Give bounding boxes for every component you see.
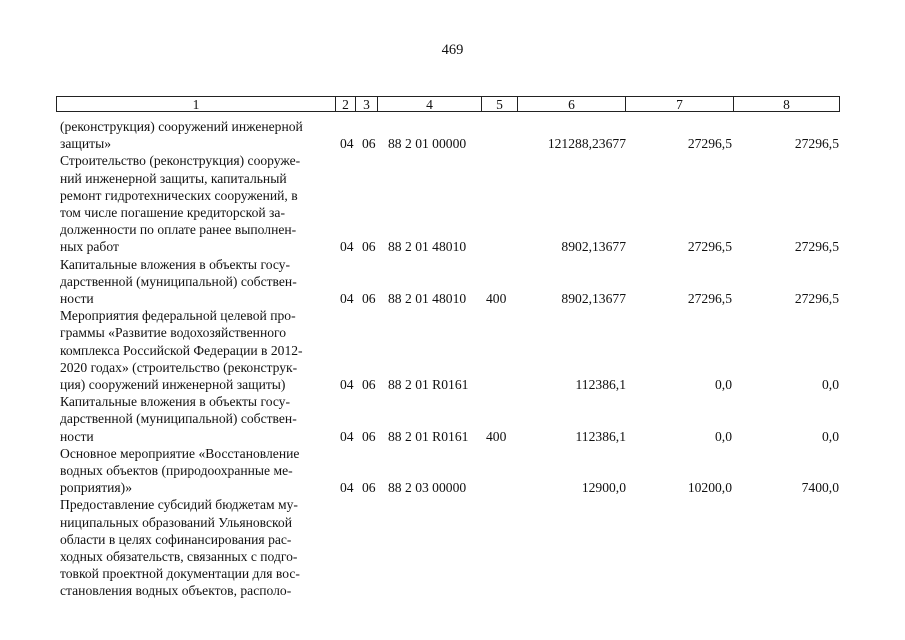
cell-col-3: 06	[362, 428, 376, 444]
description-line: ниципальных образований Ульяновской	[60, 514, 292, 530]
header-col-8: 8	[733, 97, 839, 111]
cell-col-6: 8902,13677	[561, 239, 626, 255]
cell-col-3: 06	[362, 480, 376, 496]
cell-col-8: 27296,5	[794, 291, 839, 306]
header-col-5: 5	[481, 97, 517, 111]
row-description	[60, 496, 332, 599]
row-description	[60, 393, 332, 445]
header-col-2: 2	[335, 97, 355, 111]
row-description	[60, 118, 332, 152]
row-description	[60, 256, 332, 308]
cell-col-2: 04	[340, 377, 354, 392]
row-description	[60, 445, 332, 497]
header-col-3: 3	[355, 97, 377, 111]
cell-col-6: 112386,1	[575, 428, 626, 444]
page-number: 469	[441, 42, 464, 58]
description-line: дарственной (муниципальной) собствен-	[60, 411, 297, 427]
row-description	[60, 152, 332, 255]
cell-col-7: 0,0	[715, 428, 732, 444]
description-line: ности	[60, 428, 94, 444]
cell-col-3: 06	[362, 291, 376, 306]
description-line: ний инженерной защиты, капитальный	[60, 170, 287, 186]
header-col-1: 1	[192, 97, 200, 112]
cell-col-8: 0,0	[822, 428, 839, 444]
description-line: (реконструкция) сооружений инженерной	[60, 119, 303, 134]
header-col-6: 6	[517, 97, 625, 111]
cell-col-4: 88 2 01 R0161	[388, 428, 469, 444]
cell-col-5: 400	[486, 428, 507, 444]
description-line: ремонт гидротехнических сооружений, в	[60, 187, 298, 203]
description-line: Капитальные вложения в объекты госу-	[60, 256, 291, 272]
cell-col-3: 06	[362, 239, 376, 255]
description-line: граммы «Развитие водохозяйственного	[60, 325, 287, 341]
description-line: 2020 годах» (строительство (реконструк-	[60, 359, 298, 375]
cell-col-8: 27296,5	[794, 136, 839, 152]
table-header	[56, 96, 840, 112]
cell-col-2: 04	[340, 480, 354, 496]
description-line: долженности по оплате ранее выполнен-	[60, 222, 297, 238]
cell-col-4: 88 2 01 R0161	[388, 377, 469, 392]
cell-col-5: 400	[486, 291, 507, 306]
cell-col-8: 0,0	[822, 377, 839, 392]
cell-col-2: 04	[340, 239, 354, 255]
header-col-4: 4	[377, 97, 481, 111]
description-line: роприятия)»	[60, 480, 132, 496]
cell-col-7: 27296,5	[687, 291, 732, 306]
cell-col-2: 04	[340, 136, 354, 152]
description-line: ных работ	[60, 239, 119, 255]
description-line: области в целях софинансирования рас-	[60, 531, 292, 547]
header-col-7: 7	[625, 97, 733, 111]
description-line: Основное мероприятие «Восстановление	[60, 445, 300, 461]
cell-col-2: 04	[340, 428, 354, 444]
description-line: водных объектов (природоохранные ме-	[60, 463, 293, 478]
cell-col-3: 06	[362, 377, 376, 392]
description-line: Капитальные вложения в объекты госу-	[60, 394, 291, 410]
cell-col-6: 8902,13677	[561, 291, 626, 306]
cell-col-4: 88 2 01 48010	[388, 239, 467, 255]
description-line: Строительство (реконструкция) сооруже-	[60, 153, 301, 169]
cell-col-6: 12900,0	[581, 480, 626, 496]
description-line: дарственной (муниципальной) собствен-	[60, 273, 297, 289]
row-description	[60, 307, 332, 393]
cell-col-4: 88 2 03 00000	[388, 480, 467, 496]
description-line: том числе погашение кредиторской за-	[60, 205, 285, 220]
description-line: защиты»	[60, 136, 112, 152]
description-line: ности	[60, 291, 94, 306]
cell-col-6: 112386,1	[575, 377, 626, 392]
cell-col-7: 10200,0	[687, 480, 732, 496]
cell-col-8: 7400,0	[801, 480, 839, 496]
cell-col-2: 04	[340, 291, 354, 306]
cell-col-6: 121288,23677	[547, 136, 626, 152]
description-line: Мероприятия федеральной целевой про-	[60, 308, 296, 324]
description-line: Предоставление субсидий бюджетам му-	[60, 497, 298, 513]
cell-col-4: 88 2 01 48010	[388, 291, 467, 306]
cell-col-4: 88 2 01 00000	[388, 136, 467, 152]
cell-col-7: 27296,5	[687, 136, 732, 152]
cell-col-8: 27296,5	[794, 239, 839, 255]
description-line: комплекса Российской Федерации в 2012-	[60, 342, 303, 358]
description-line: товкой проектной документации для вос-	[60, 566, 300, 582]
description-line: становления водных объектов, располо-	[60, 583, 292, 599]
cell-col-7: 27296,5	[687, 239, 732, 255]
description-line: ция) сооружений инженерной защиты)	[60, 377, 286, 392]
cell-col-3: 06	[362, 136, 376, 152]
description-line: ходных обязательств, связанных с подго-	[60, 549, 298, 564]
cell-col-7: 0,0	[715, 377, 732, 392]
